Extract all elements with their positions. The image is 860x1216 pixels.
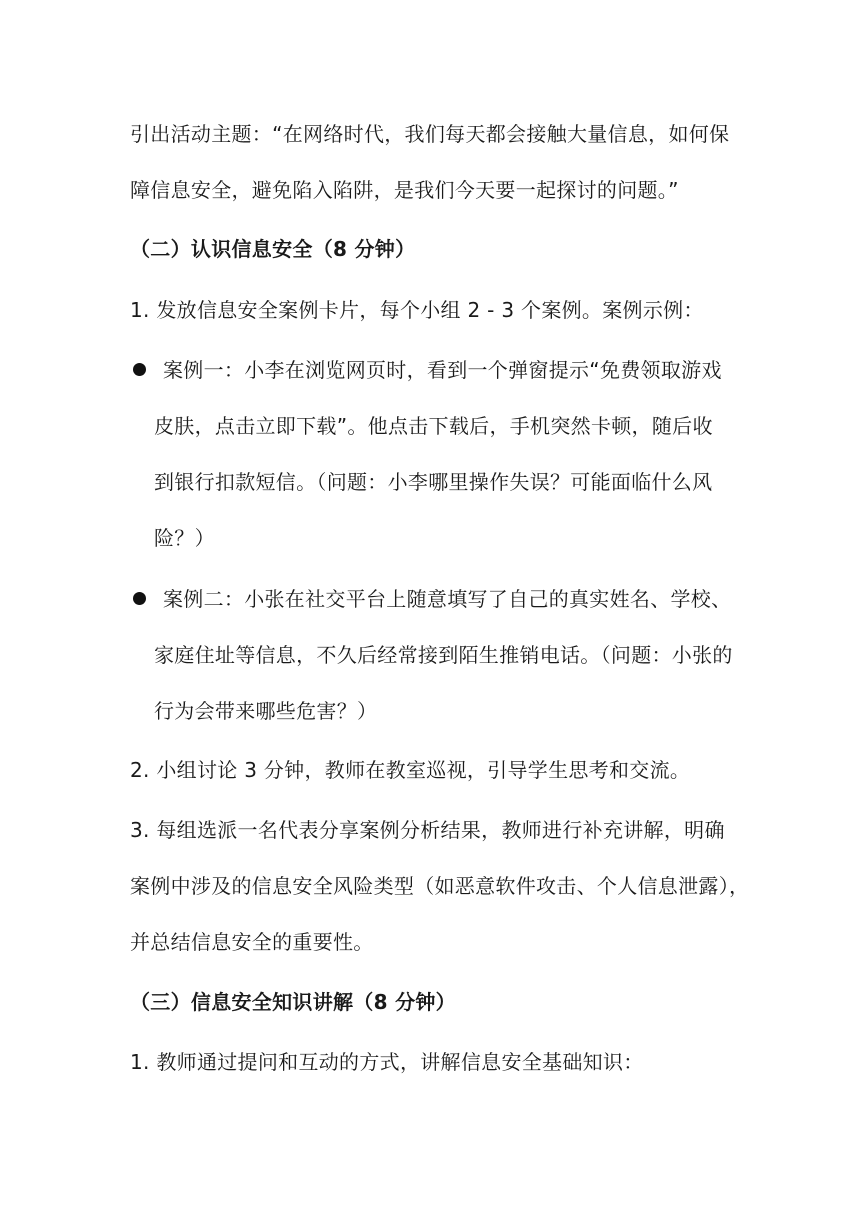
intro-line-1: 引出活动主题：“在网络时代，我们每天都会接触大量信息，如何保 [130, 122, 730, 146]
case-2-line-3: 行为会带来哪些危害？） [154, 699, 378, 723]
bullet-icon [133, 592, 146, 605]
list-item-3-line-2: 案例中涉及的信息安全风险类型（如恶意软件攻击、个人信息泄露）， [130, 874, 750, 898]
case-2-line-1: 案例二：小张在社交平台上随意填写了自己的真实姓名、学校、 [163, 587, 732, 611]
case-1-line-1: 案例一：小李在浏览网页时，看到一个弹窗提示“免费领取游戏 [163, 358, 722, 382]
section-heading-3: （三）信息安全知识讲解（8 分钟） [130, 990, 456, 1014]
list-item-3-line-1: 3. 每组选派一名代表分享案例分析结果，教师进行补充讲解，明确 [130, 818, 725, 842]
list-item-1: 1. 发放信息安全案例卡片，每个小组 2 - 3 个案例。案例示例： [130, 298, 704, 322]
case-2-line-2: 家庭住址等信息，不久后经常接到陌生推销电话。（问题：小张的 [154, 643, 733, 667]
list-item-2: 2. 小组讨论 3 分钟，教师在教室巡视，引导学生思考和交流。 [130, 758, 691, 782]
bullet-icon [133, 363, 146, 376]
intro-line-2: 障信息安全，避免陷入陷阱，是我们今天要一起探讨的问题。” [130, 178, 679, 202]
case-1-line-2: 皮肤，点击立即下载”。他点击下载后，手机突然卡顿，随后收 [154, 414, 713, 438]
list-item-3-line-3: 并总结信息安全的重要性。 [130, 930, 374, 954]
case-1-line-3: 到银行扣款短信。（问题：小李哪里操作失误？可能面临什么风 [154, 470, 713, 494]
section-heading-2: （二）认识信息安全（8 分钟） [130, 237, 416, 261]
case-1-line-4: 险？） [154, 526, 215, 550]
list-item-4: 1. 教师通过提问和互动的方式，讲解信息安全基础知识： [130, 1050, 644, 1074]
